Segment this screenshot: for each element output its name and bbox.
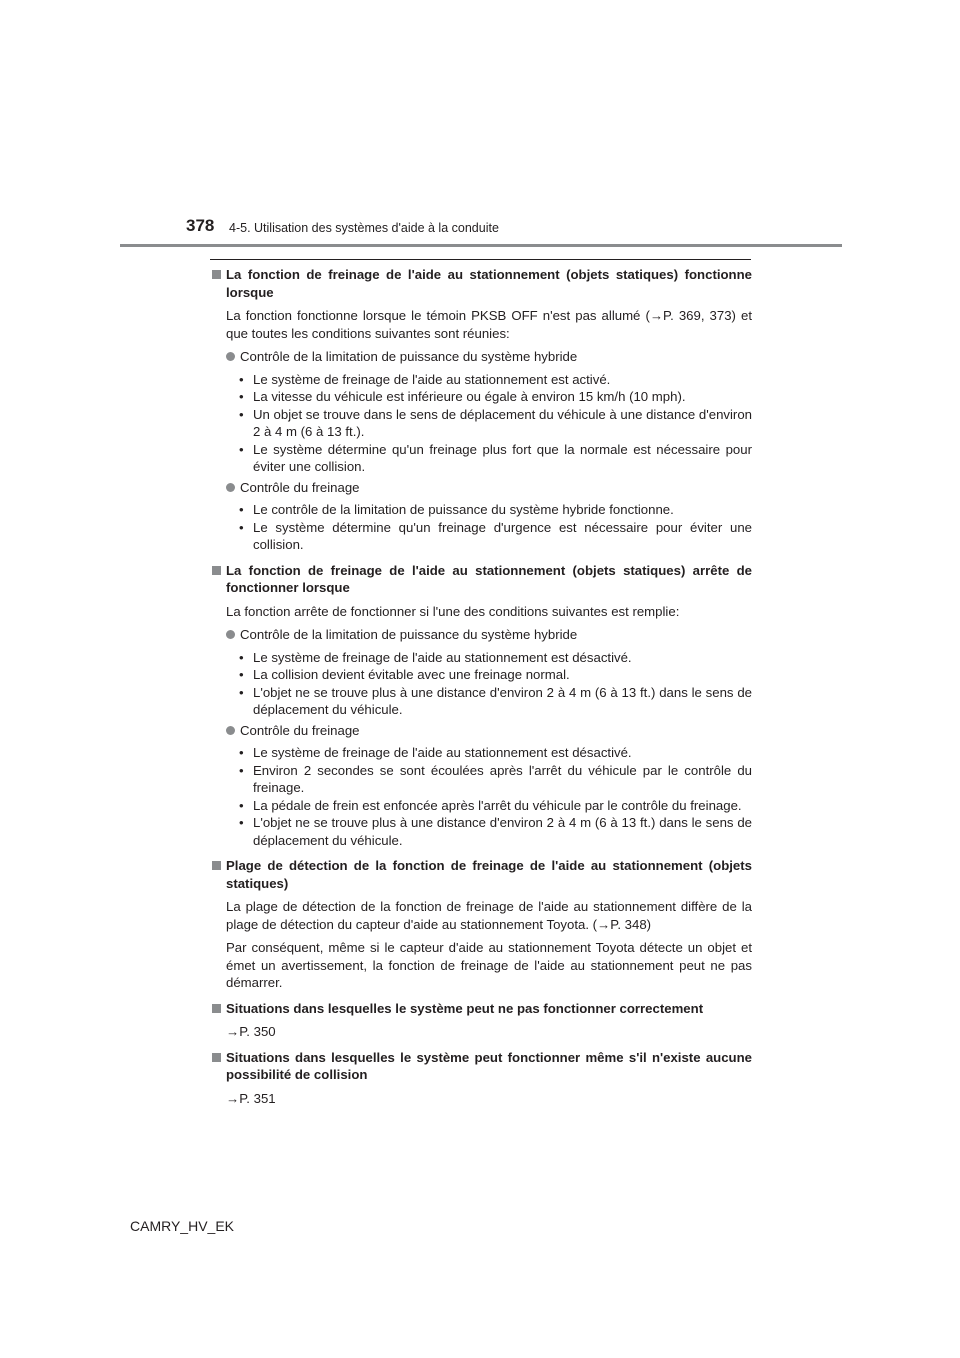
circle-bullet-icon bbox=[226, 483, 235, 492]
paragraph: La fonction fonctionne lorsque le témoin PKSB OFF n'est pas allumé (→P. 369, 373) et que toutes les conditions suivantes sont réunies: bbox=[226, 308, 752, 341]
bullet-list bbox=[210, 744, 752, 849]
square-bullet-icon bbox=[212, 566, 221, 575]
list-item: • L'objet ne se trouve plus à une distance d'environ 2 à 4 m (6 à 13 ft.) dans le sens de déplacement du véhicule. bbox=[239, 684, 752, 717]
paragraph: Par conséquent, même si le capteur d'aide au stationnement Toyota détecte un objet et émet un avertissement, la fonction de freinage de l'aide au stationnement peut ne pas démarrer. bbox=[226, 940, 752, 990]
list-item: • La collision devient évitable avec une freinage normal. bbox=[239, 667, 570, 682]
section-operation-conditions bbox=[210, 266, 752, 554]
section-heading: La fonction de freinage de l'aide au stationnement (objets statiques) fonctionne lorsque bbox=[210, 266, 752, 301]
section-heading: Situations dans lesquelles le système peut fonctionner même s'il n'existe aucune possibilité de collision bbox=[210, 1049, 752, 1084]
bullet-list bbox=[210, 501, 752, 554]
list-item: • Le système détermine qu'un freinage d'urgence est nécessaire pour éviter une collision. bbox=[239, 519, 752, 552]
section-malfunction-situations bbox=[210, 1000, 752, 1041]
section-heading: La fonction de freinage de l'aide au stationnement (objets statiques) arrête de fonctionner lorsque bbox=[210, 562, 752, 597]
list-item: • Environ 2 secondes se sont écoulées après l'arrêt du véhicule par le contrôle du freinage. bbox=[239, 762, 752, 795]
list-item: • Le système de freinage de l'aide au stationnement est désactivé. bbox=[239, 649, 632, 665]
model-code: CAMRY_HV_EK bbox=[130, 1218, 235, 1234]
square-bullet-icon bbox=[212, 270, 221, 279]
paragraph: La plage de détection de la fonction de freinage de l'aide au stationnement diffère de la plage de détection du capteur d'aide au stationnement Toyota. (→P. 348) bbox=[226, 899, 752, 932]
section-false-activation-situations bbox=[210, 1049, 752, 1108]
section-heading: Plage de détection de la fonction de freinage de l'aide au stationnement (objets statiques) bbox=[210, 857, 752, 892]
list-item: • La vitesse du véhicule est inférieure ou égale à environ 15 km/h (10 mph). bbox=[239, 389, 686, 404]
subsection-title: Contrôle de la limitation de puissance du système hybride bbox=[210, 348, 752, 366]
square-bullet-icon bbox=[212, 861, 221, 870]
bullet-list bbox=[210, 371, 752, 476]
list-item: • L'objet ne se trouve plus à une distance d'environ 2 à 4 m (6 à 13 ft.) dans le sens de déplacement du véhicule. bbox=[239, 815, 752, 848]
square-bullet-icon bbox=[212, 1004, 221, 1013]
section-detection-range bbox=[210, 857, 752, 992]
header-rule bbox=[120, 244, 842, 247]
chapter-title: 4-5. Utilisation des systèmes d'aide à la conduite bbox=[229, 221, 499, 235]
list-item: • La pédale de frein est enfoncée après l'arrêt du véhicule par le contrôle du freinage. bbox=[239, 797, 742, 813]
circle-bullet-icon bbox=[226, 352, 235, 361]
square-bullet-icon bbox=[212, 1053, 221, 1062]
list-item: • Le système de freinage de l'aide au stationnement est désactivé. bbox=[239, 745, 632, 760]
page-number: 378 bbox=[186, 216, 215, 235]
list-item: • Un objet se trouve dans le sens de déplacement du véhicule à une distance d'environ 2 à 4 m (6 à 13 ft.). bbox=[239, 406, 752, 439]
list-item: • Le contrôle de la limitation de puissance du système hybride fonctionne. bbox=[239, 502, 674, 517]
section-stop-conditions bbox=[210, 562, 752, 850]
subsection-title: Contrôle du freinage bbox=[210, 479, 752, 497]
section-heading: Situations dans lesquelles le système peut ne pas fonctionner correctement bbox=[210, 1000, 752, 1018]
subsection-title: Contrôle du freinage bbox=[210, 722, 752, 740]
section-divider bbox=[210, 259, 751, 260]
subsection-title: Contrôle de la limitation de puissance du système hybride bbox=[210, 626, 752, 644]
page-reference: →P. 351 bbox=[226, 1090, 276, 1106]
list-item: • Le système de freinage de l'aide au stationnement est activé. bbox=[239, 371, 611, 387]
page-reference: →P. 350 bbox=[226, 1024, 276, 1039]
paragraph: La fonction arrête de fonctionner si l'une des conditions suivantes est remplie: bbox=[226, 603, 680, 619]
list-item: • Le système détermine qu'un freinage plus fort que la normale est nécessaire pour éviter une collision. bbox=[239, 441, 752, 474]
circle-bullet-icon bbox=[226, 630, 235, 639]
bullet-list bbox=[210, 649, 752, 719]
page-content bbox=[210, 266, 752, 1115]
circle-bullet-icon bbox=[226, 726, 235, 735]
